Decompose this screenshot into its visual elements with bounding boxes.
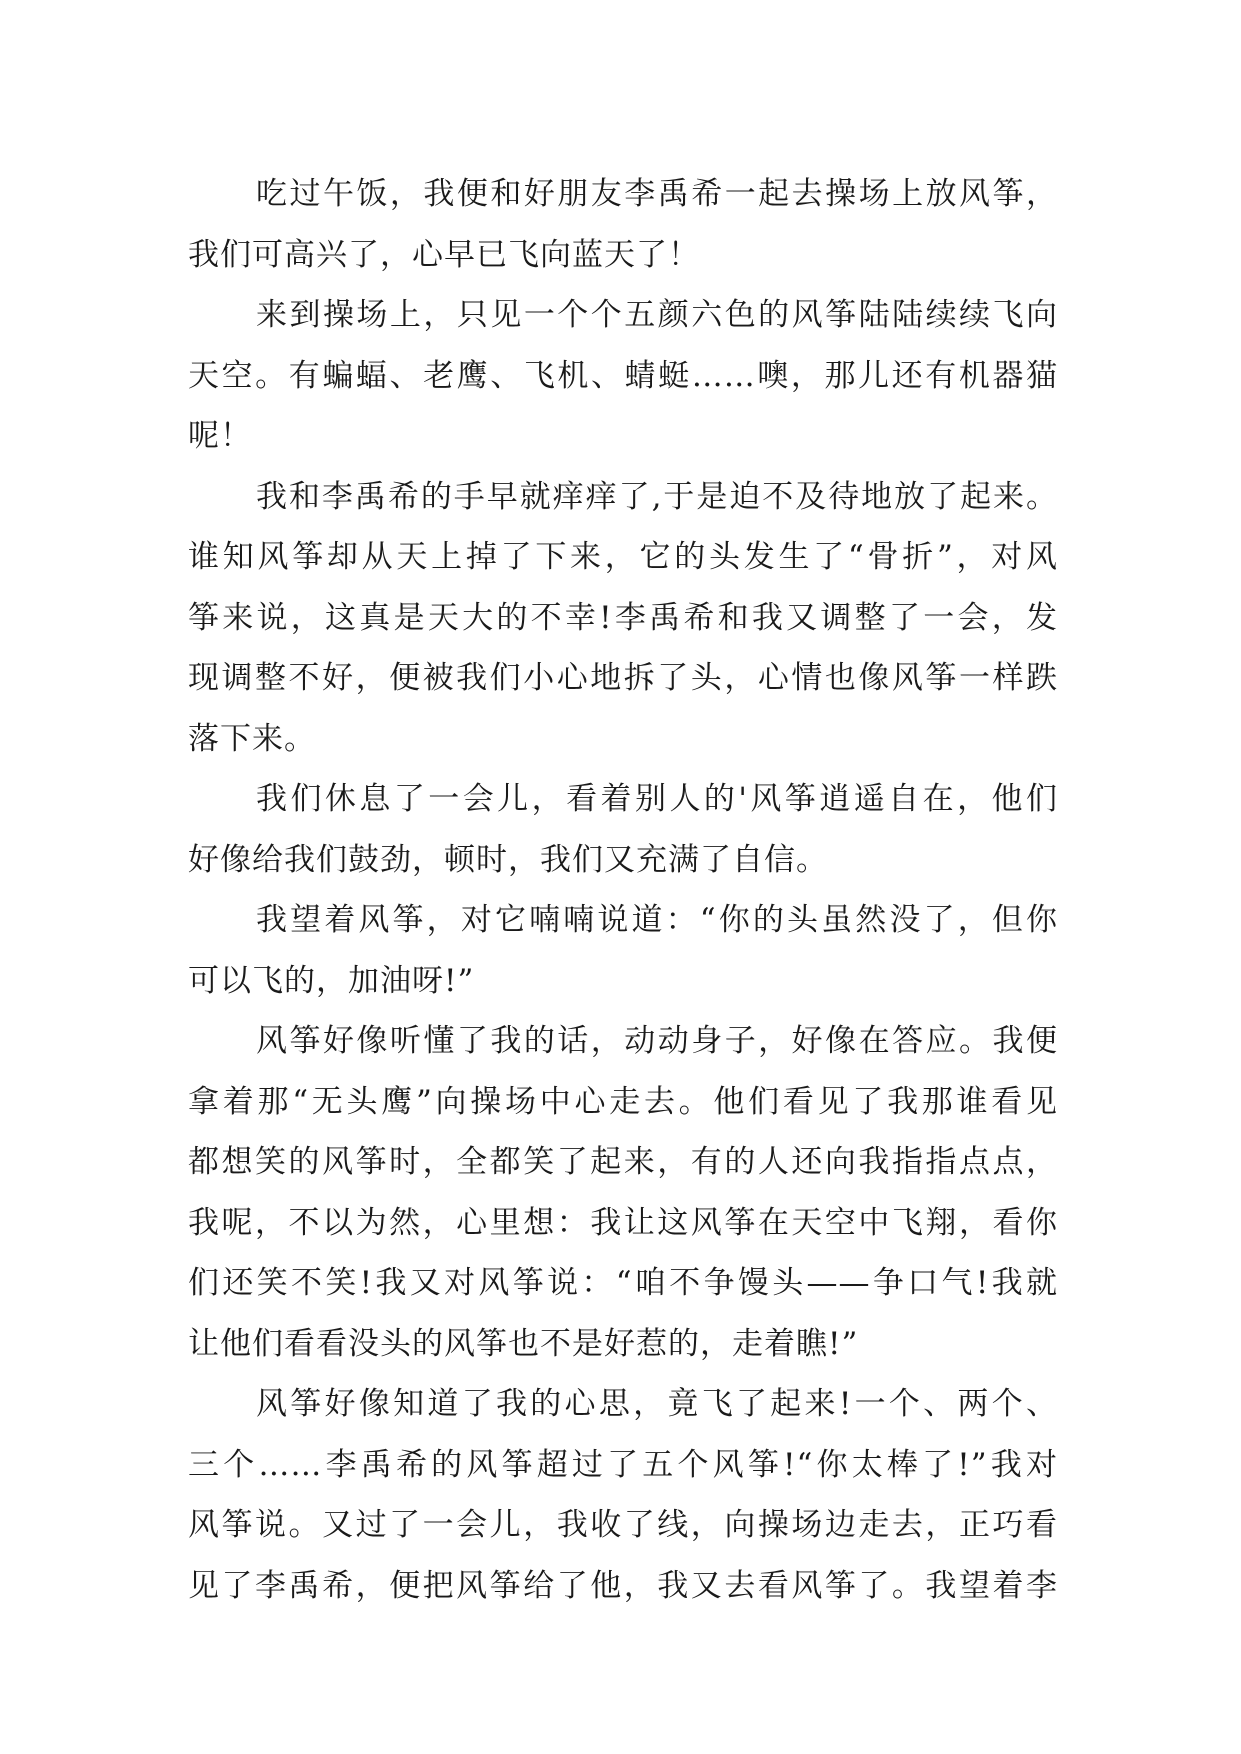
paragraph xyxy=(188,467,1058,770)
essay-body xyxy=(188,164,1058,1616)
text-line: 天空。有蝙蝠、老鹰、飞机、蜻蜓……噢，那儿还有机器猫 xyxy=(188,357,1058,394)
paragraph xyxy=(188,769,1058,890)
text-line: 好像给我们鼓劲，顿时，我们又充满了自信。 xyxy=(188,841,828,878)
text-line: 们还笑不笑!我又对风筝说：“咱不争馒头——争口气!我就 xyxy=(188,1265,1058,1301)
text-line: 见了李禹希，便把风筝给了他，我又去看风筝了。我望着李 xyxy=(188,1567,1058,1604)
paragraph xyxy=(188,1011,1058,1374)
text-line: 现调整不好，便被我们小心地拆了头，心情也像风筝一样跌 xyxy=(188,660,1058,696)
text-line: 我们可高兴了，心早已飞向蓝天了！ xyxy=(188,236,700,273)
text-line: 我们休息了一会儿，看着别人的'风筝逍遥自在，他们 xyxy=(256,781,1058,817)
text-line: 让他们看看没头的风筝也不是好惹的，走着瞧!” xyxy=(188,1325,859,1362)
paragraph xyxy=(188,164,1058,285)
text-line: 风筝好像知道了我的心思，竟飞了起来!一个、两个、 xyxy=(256,1386,1058,1422)
text-line: 来到操场上，只见一个个五颜六色的风筝陆陆续续飞向 xyxy=(256,297,1058,333)
text-line: 筝来说，这真是天大的不幸!李禹希和我又调整了一会，发 xyxy=(188,599,1058,636)
text-line: 谁知风筝却从天上掉了下来，它的头发生了“骨折”，对风 xyxy=(188,539,1058,575)
text-line: 我和李禹希的手早就痒痒了,于是迫不及待地放了起来。 xyxy=(256,478,1058,515)
text-line: 我望着风筝，对它喃喃说道：“你的头虽然没了，但你 xyxy=(256,902,1058,938)
text-line: 拿着那“无头鹰”向操场中心走去。他们看见了我那谁看见 xyxy=(188,1083,1058,1120)
text-line: 落下来。 xyxy=(188,720,316,757)
text-line: 风筝好像听懂了我的话，动动身子，好像在答应。我便 xyxy=(256,1023,1058,1059)
text-line: 三个……李禹希的风筝超过了五个风筝!“你太棒了!”我对 xyxy=(188,1446,1058,1483)
paragraph xyxy=(188,890,1058,1011)
text-line: 吃过午饭，我便和好朋友李禹希一起去操场上放风筝， xyxy=(256,176,1058,212)
text-line: 都想笑的风筝时，全都笑了起来，有的人还向我指指点点， xyxy=(188,1144,1058,1180)
text-line: 风筝说。又过了一会儿，我收了线，向操场边走去，正巧看 xyxy=(188,1507,1058,1543)
paragraph xyxy=(188,285,1058,467)
text-line: 我呢，不以为然，心里想：我让这风筝在天空中飞翔，看你 xyxy=(188,1204,1058,1241)
text-line: 呢！ xyxy=(188,418,252,454)
paragraph xyxy=(188,1374,1058,1616)
text-line: 可以飞的，加油呀!” xyxy=(188,962,475,999)
